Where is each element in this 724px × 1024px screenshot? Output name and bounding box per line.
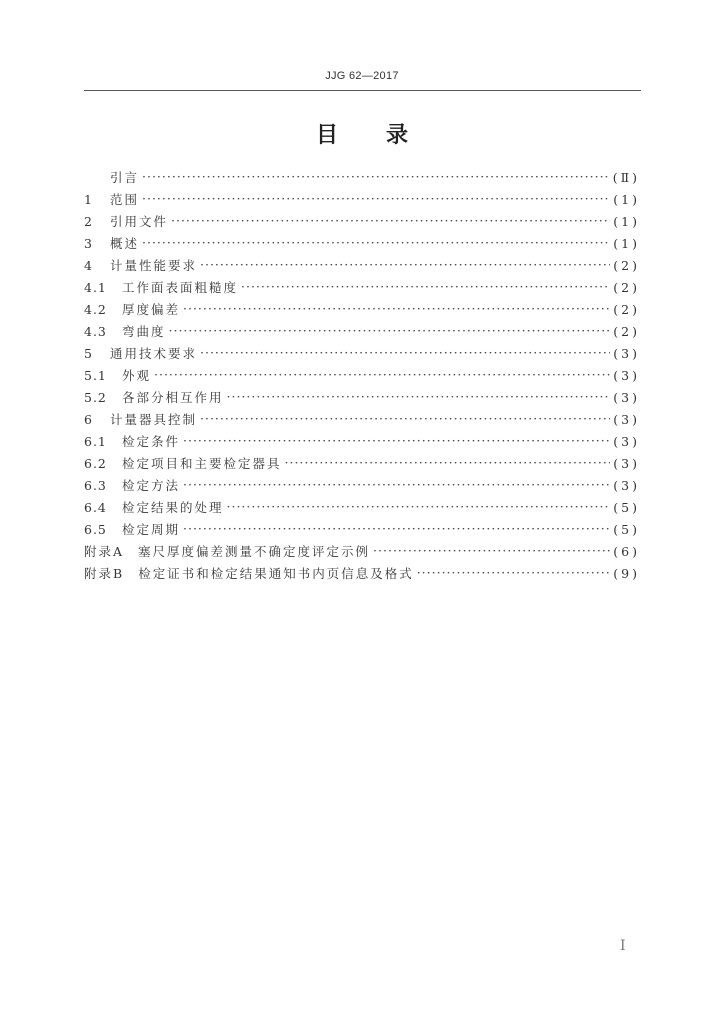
toc-entry[interactable] [84, 232, 640, 254]
toc-entry[interactable] [84, 452, 640, 474]
toc-entry[interactable] [84, 474, 640, 496]
toc-entry-page: (5) [613, 521, 640, 537]
toc-entry-title: 计量性能要求 [110, 258, 198, 273]
toc-entry-page: (3) [613, 411, 640, 427]
toc-entry-page: (3) [613, 389, 640, 405]
toc-dot-leader [171, 210, 610, 232]
toc-entry-page: (3) [613, 433, 640, 449]
toc-entry-page: (3) [613, 345, 640, 361]
toc-entry-page: (1) [613, 235, 640, 251]
toc-dot-leader [373, 540, 610, 562]
toc-entry[interactable] [84, 364, 640, 386]
toc-entry-title: 范围 [110, 192, 140, 207]
toc-entry-title: 外观 [122, 368, 152, 383]
page-number: I [620, 938, 626, 954]
toc-dot-leader [241, 276, 610, 298]
document-code: JJG 62—2017 [325, 70, 399, 82]
toc-entry-number: 6.4 [84, 499, 107, 515]
toc-entry-number: 6.3 [84, 477, 107, 493]
toc-entry[interactable] [84, 254, 640, 276]
toc-dot-leader [417, 562, 611, 584]
toc-entry-page: (3) [613, 455, 640, 471]
table-of-contents [84, 166, 640, 584]
toc-entry-number: 6.1 [84, 433, 107, 449]
toc-entry[interactable] [84, 496, 640, 518]
toc-entry-page: (6) [613, 543, 640, 559]
toc-entry-title: 概述 [110, 236, 140, 251]
toc-entry[interactable] [84, 562, 640, 584]
toc-entry-number: 5 [84, 345, 93, 361]
toc-entry-number: 4.2 [84, 301, 107, 317]
toc-entry[interactable] [84, 342, 640, 364]
toc-entry-number: 附录B [84, 566, 125, 581]
toc-entry-page: (9) [613, 565, 640, 581]
toc-dot-leader [285, 452, 611, 474]
toc-entry-number: 4 [84, 257, 93, 273]
toc-entry[interactable] [84, 166, 640, 188]
toc-entry-title: 检定项目和主要检定器具 [122, 456, 282, 471]
toc-entry-page: (2) [613, 323, 640, 339]
toc-entry[interactable] [84, 298, 640, 320]
toc-entry-number: 6.2 [84, 455, 107, 471]
toc-entry-number: 6 [84, 411, 93, 427]
toc-dot-leader [183, 298, 610, 320]
toc-dot-leader [142, 188, 610, 210]
toc-entry-title: 弯曲度 [122, 324, 166, 339]
toc-dot-leader [227, 386, 611, 408]
toc-entry-title: 引用文件 [110, 214, 169, 229]
toc-entry-number: 5.1 [84, 367, 107, 383]
toc-dot-leader [200, 408, 610, 430]
toc-entry-title: 引言 [110, 170, 140, 185]
toc-dot-leader [154, 364, 610, 386]
title-char-left: 目 [315, 123, 338, 148]
toc-dot-leader [200, 342, 610, 364]
toc-entry-number: 2 [84, 213, 93, 229]
toc-entry-number: 附录A [84, 544, 125, 559]
toc-entry-number: 1 [84, 191, 93, 207]
toc-dot-leader [142, 166, 610, 188]
toc-entry-title: 检定证书和检定结果通知书内页信息及格式 [138, 566, 414, 581]
toc-entry-title: 检定条件 [122, 434, 181, 449]
toc-entry[interactable] [84, 518, 640, 540]
toc-entry-title: 工作面表面粗糙度 [122, 280, 239, 295]
page-title [0, 118, 724, 149]
toc-entry-page: (3) [613, 477, 640, 493]
toc-dot-leader [200, 254, 610, 276]
toc-entry[interactable] [84, 188, 640, 210]
toc-entry-page: (2) [613, 301, 640, 317]
toc-entry-page: (5) [613, 499, 640, 515]
toc-entry-number: 5.2 [84, 389, 107, 405]
toc-entry[interactable] [84, 408, 640, 430]
toc-entry-title: 通用技术要求 [110, 346, 198, 361]
toc-entry[interactable] [84, 430, 640, 452]
toc-entry-page: (2) [613, 279, 640, 295]
toc-entry-page: (Ⅱ) [612, 169, 640, 185]
toc-entry-number: 4.1 [84, 279, 107, 295]
toc-entry[interactable] [84, 320, 640, 342]
header-divider [84, 90, 641, 91]
toc-entry[interactable] [84, 210, 640, 232]
toc-entry-number: 4.3 [84, 323, 107, 339]
toc-entry-page: (2) [613, 257, 640, 273]
toc-entry-number: 6.5 [84, 521, 107, 537]
toc-entry-page: (3) [613, 367, 640, 383]
toc-entry-page: (1) [613, 191, 640, 207]
toc-entry-page: (1) [613, 213, 640, 229]
toc-entry-title: 检定周期 [122, 522, 181, 537]
toc-entry-number: 3 [84, 235, 93, 251]
toc-dot-leader [183, 474, 610, 496]
toc-entry[interactable] [84, 386, 640, 408]
title-char-right: 录 [386, 123, 409, 148]
toc-entry-title: 各部分相互作用 [122, 390, 224, 405]
toc-entry-title: 检定结果的处理 [122, 500, 224, 515]
toc-entry-title: 计量器具控制 [110, 412, 198, 427]
toc-entry-title: 厚度偏差 [122, 302, 181, 317]
toc-dot-leader [169, 320, 611, 342]
toc-entry-title: 塞尺厚度偏差测量不确定度评定示例 [138, 544, 371, 559]
toc-entry[interactable] [84, 276, 640, 298]
toc-entry-title: 检定方法 [122, 478, 181, 493]
toc-entry[interactable] [84, 540, 640, 562]
toc-dot-leader [227, 496, 611, 518]
toc-dot-leader [183, 430, 610, 452]
toc-dot-leader [183, 518, 610, 540]
toc-dot-leader [142, 232, 610, 254]
